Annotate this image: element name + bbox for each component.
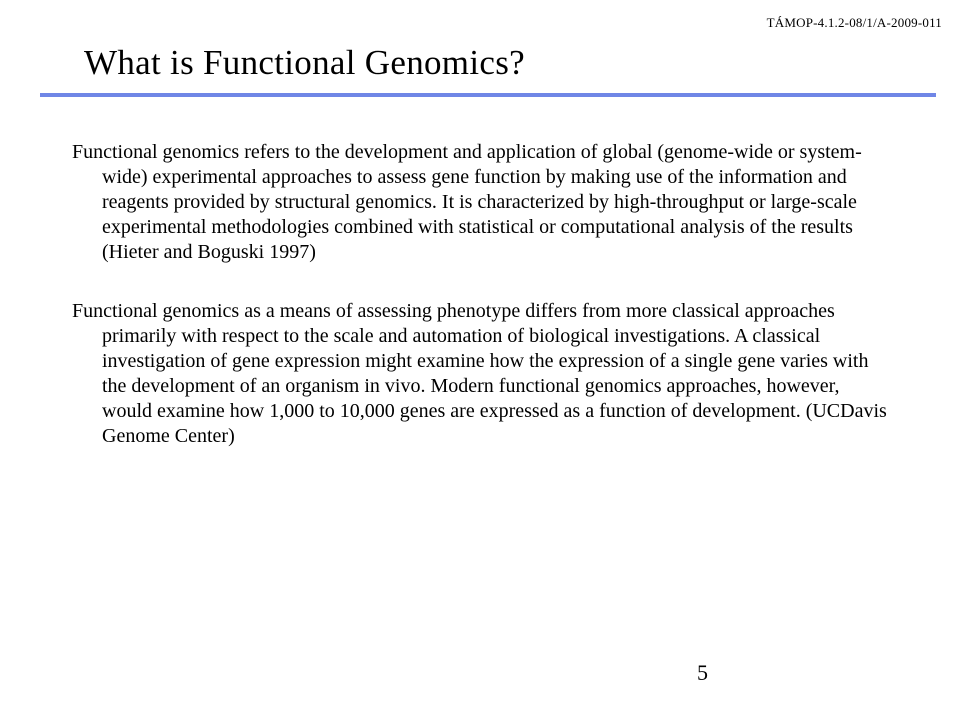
page-number: 5: [697, 660, 708, 685]
project-code: TÁMOP-4.1.2-08/1/A-2009-011: [766, 15, 942, 30]
comparison-paragraph: Functional genomics as a means of assessing phenotype differs from more classical approaches primarily with respect to the scale and automation of biological investigations. A classical investigation of gene expression might examine how the expression of a single gene varies with the development of an organism in vivo. Modern functional genomics approaches, however, would examine how 1,000 to 10,000 genes are expressed as a function of development. (UCDavis Genome Center): [72, 300, 887, 447]
definition-paragraph: Functional genomics refers to the development and application of global (genome-wide or system-wide) experimental approaches to assess gene function by making use of the information and reagents provided by structural genomics. It is characterized by high-throughput or large-scale experimental methodologies combined with statistical or computational analysis of the results (Hieter and Boguski 1997): [72, 141, 862, 263]
title-divider: [40, 93, 936, 97]
slide-title: What is Functional Genomics?: [84, 43, 525, 82]
slide-body: [72, 140, 892, 483]
